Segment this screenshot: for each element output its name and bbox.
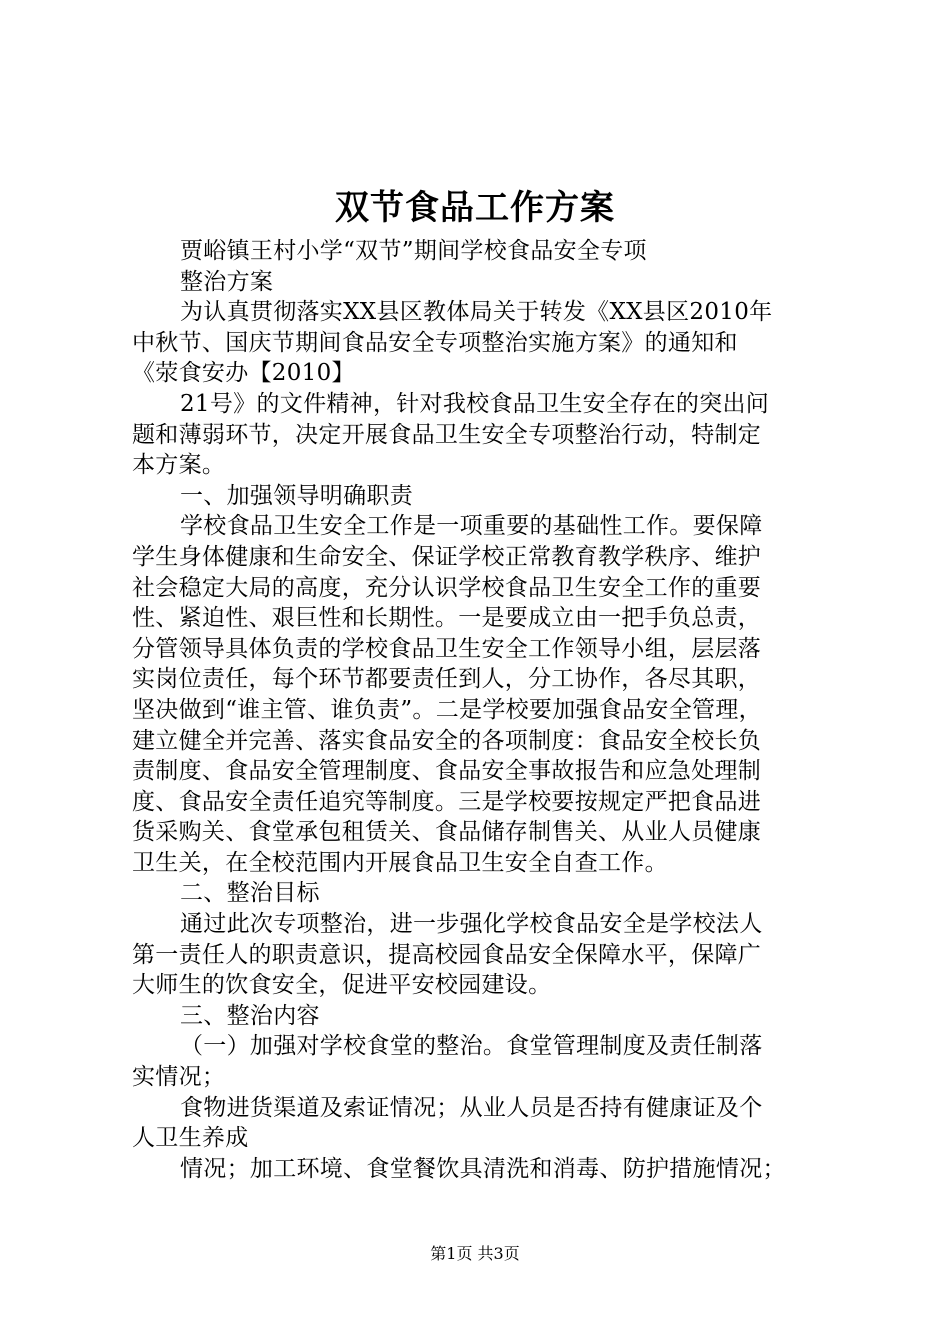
text-line: （一）加强对学校食堂的整治。食堂管理制度及责任制落 [180, 1033, 763, 1060]
text-line: 二、整治目标 [180, 880, 320, 907]
text-line: 21号》的文件精神，针对我校食品卫生安全存在的突出问 [180, 390, 770, 417]
text-line: 建立健全并完善、落实食品安全的各项制度：食品安全校长负 [132, 727, 762, 754]
text-line: 第一责任人的职责意识，提高校园食品安全保障水平，保障广 [132, 941, 762, 968]
text-line: 责制度、食品安全管理制度、食品安全事故报告和应急处理制 [132, 758, 762, 785]
text-line: 三、整治内容 [180, 1002, 320, 1029]
text-line: 为认真贯彻落实XX县区教体局关于转发《XX县区2010年 [180, 299, 773, 326]
text-line: 贾峪镇王村小学“双节”期间学校食品安全专项 [180, 238, 647, 264]
text-line: 学生身体健康和生命安全、保证学校正常教育教学秩序、维护 [132, 543, 762, 570]
document-body [132, 236, 832, 1184]
text-line: 题和薄弱环节，决定开展食品卫生安全专项整治行动，特制定 [132, 421, 762, 448]
text-line: 食物进货渠道及索证情况；从业人员是否持有健康证及个 [180, 1094, 763, 1121]
text-line: 通过此次专项整治，进一步强化学校食品安全是学校法人 [180, 911, 763, 938]
text-line: 本方案。 [132, 452, 226, 479]
text-line: 社会稳定大局的高度，充分认识学校食品卫生安全工作的重要 [132, 574, 762, 601]
page-footer: 第1页 共3页 [430, 1244, 520, 1263]
text-line: 大师生的饮食安全，促进平安校园建设。 [132, 972, 552, 999]
text-line: 中秋节、国庆节期间食品安全专项整治实施方案》的通知和 [132, 329, 738, 356]
text-line: 货采购关、食堂承包租赁关、食品储存制售关、从业人员健康 [132, 819, 762, 846]
text-line: 度、食品安全责任追究等制度。三是学校要按规定严把食品进 [132, 788, 762, 815]
text-line: 实情况； [132, 1064, 226, 1091]
text-line: 学校食品卫生安全工作是一项重要的基础性工作。要保障 [180, 513, 763, 540]
text-line: 卫生关，在全校范围内开展食品卫生安全自查工作。 [132, 849, 668, 876]
text-line: 情况；加工环境、食堂餐饮具清洗和消毒、防护措施情况； [180, 1155, 786, 1182]
text-line: 性、紧迫性、艰巨性和长期性。一是要成立由一把手负总责， [132, 605, 762, 632]
text-line: 一、加强领导明确职责 [180, 482, 413, 509]
text-line: 《荥食安办【2010】 [132, 360, 355, 387]
document-title: 双节食品工作方案 [335, 188, 615, 228]
text-line: 人卫生养成 [132, 1125, 249, 1152]
text-line: 坚决做到“谁主管、谁负责”。二是学校要加强食品安全管理， [132, 696, 762, 723]
text-line: 分管领导具体负责的学校食品卫生安全工作领导小组，层层落 [132, 635, 762, 662]
text-line: 实岗位责任，每个环节都要责任到人，分工协作，各尽其职， [132, 666, 762, 693]
text-line: 整治方案 [180, 268, 274, 295]
